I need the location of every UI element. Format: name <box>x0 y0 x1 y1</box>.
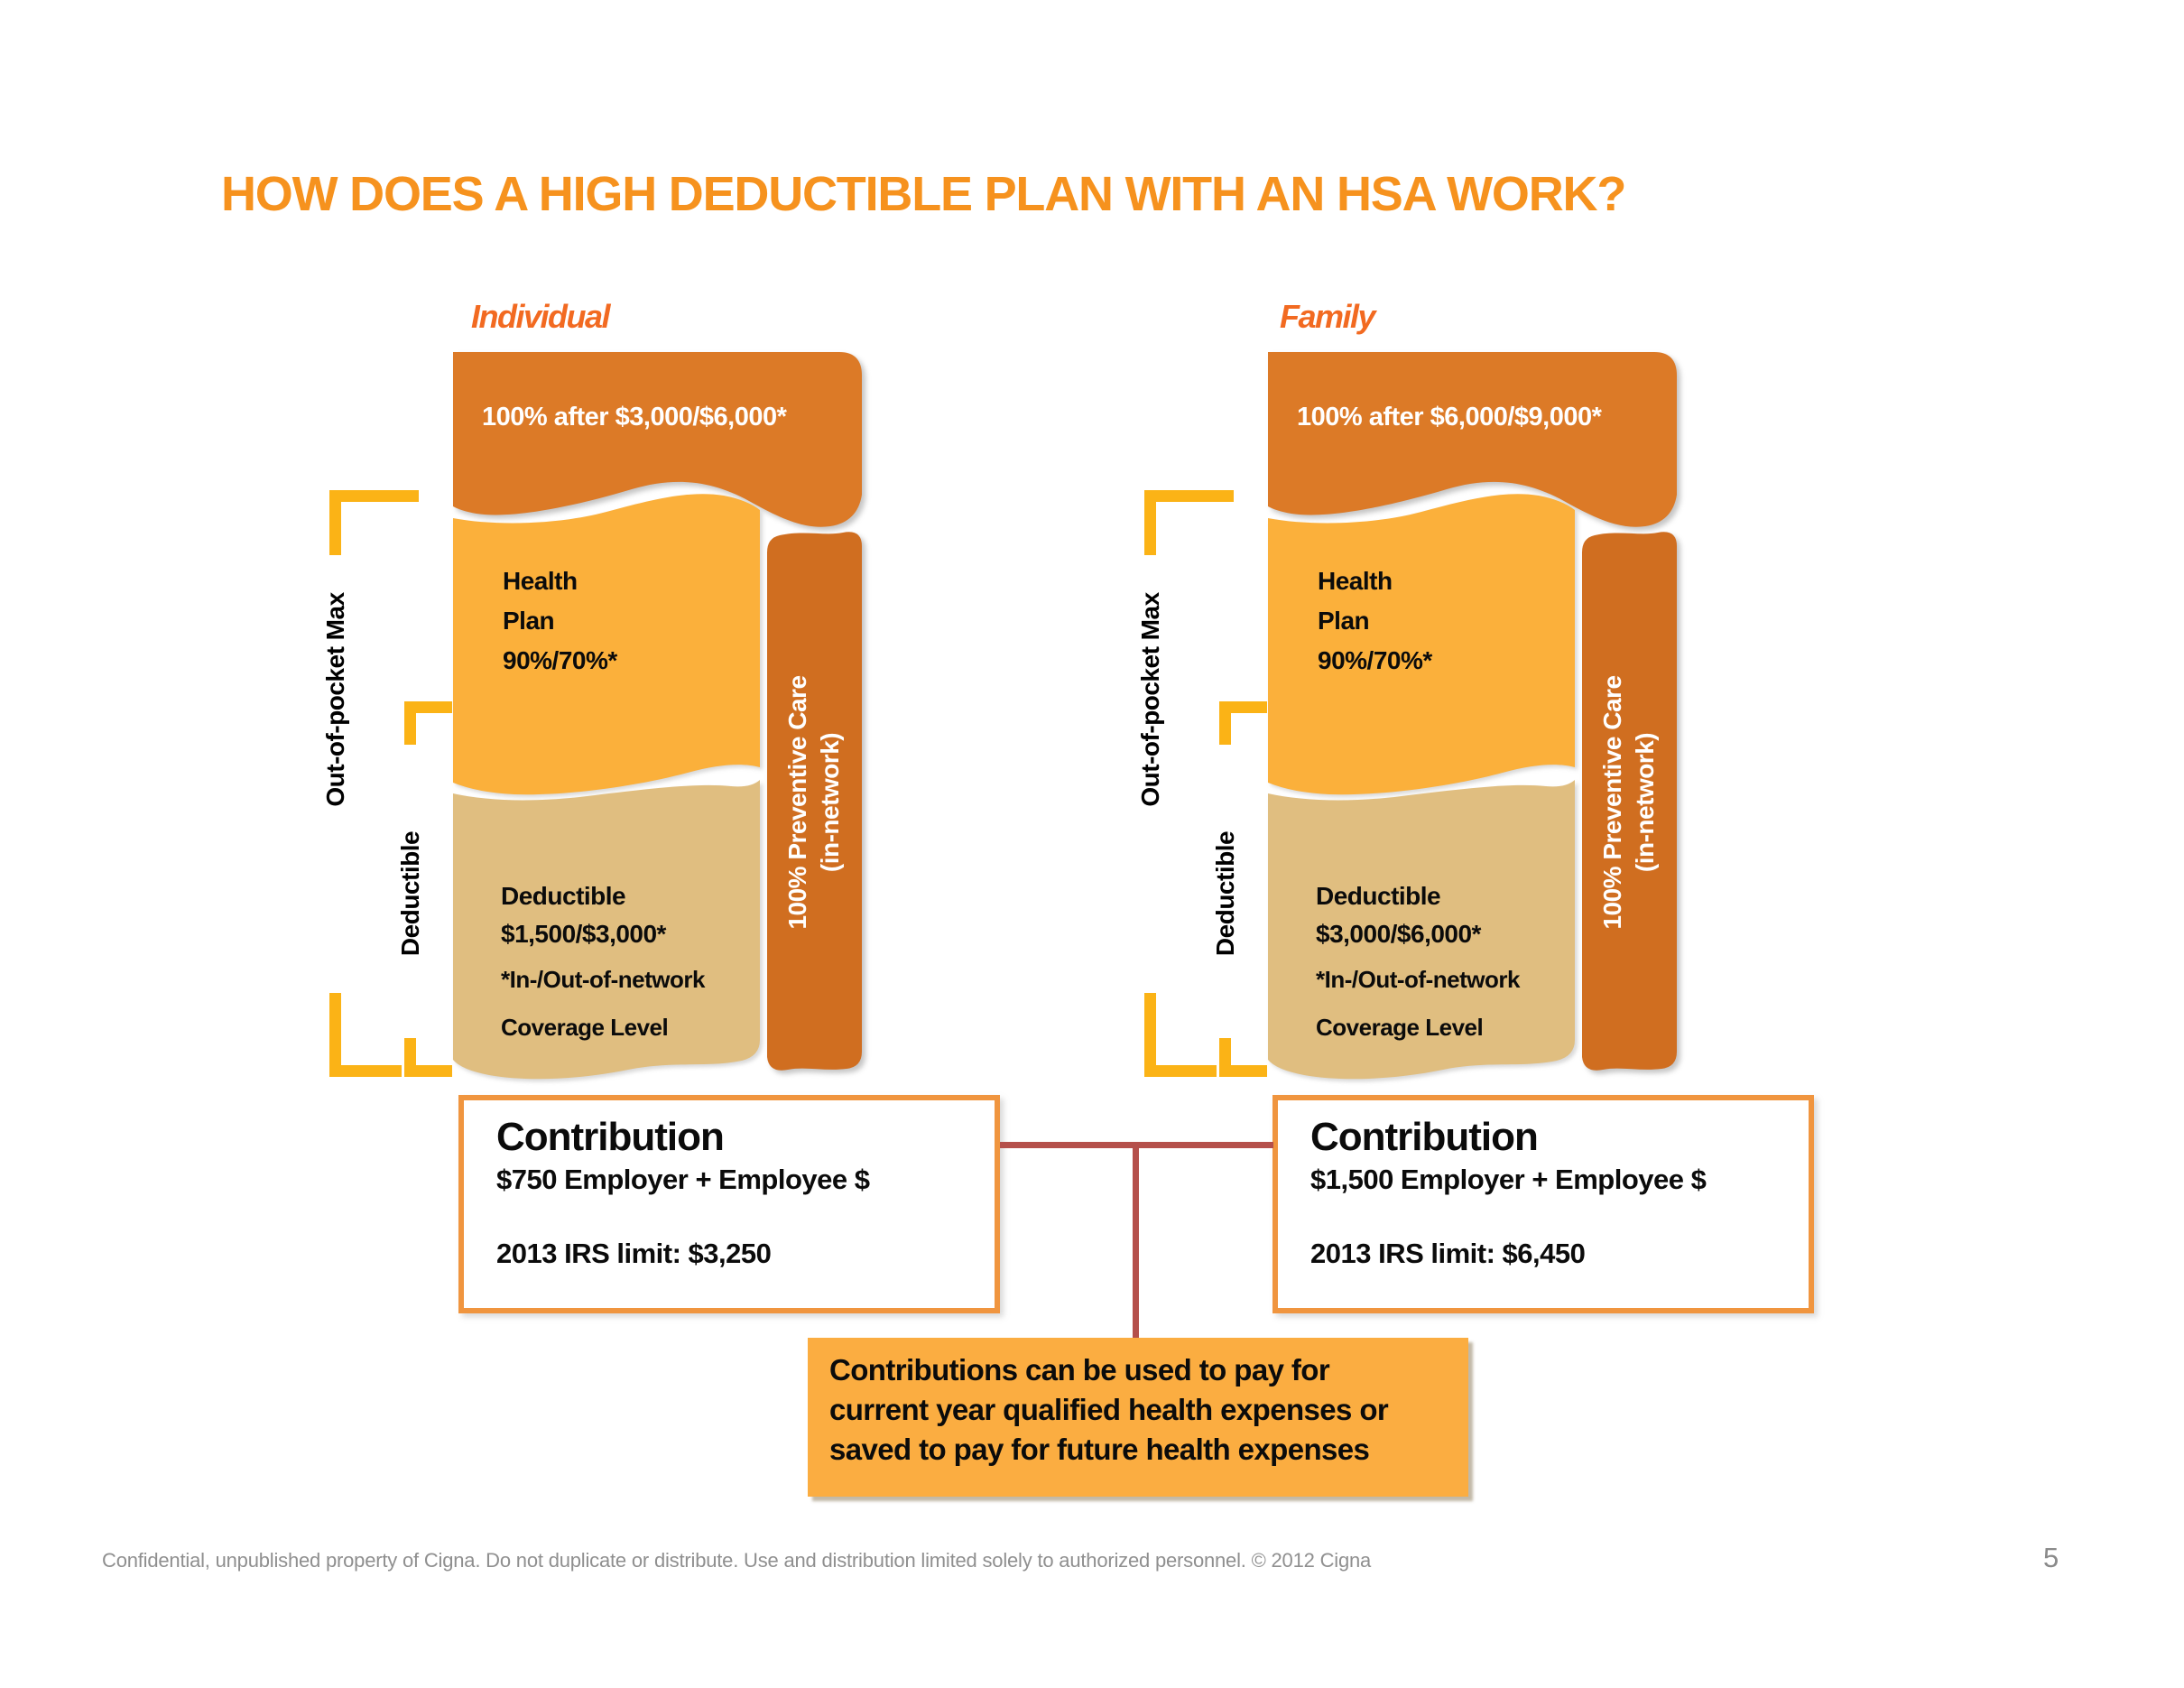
contribution-heading: Contribution <box>496 1115 724 1159</box>
deductible-text: Deductible $1,500/$3,000* *In-/Out-of-network Coverage Level <box>501 882 705 1041</box>
plan-label-individual: Individual <box>471 298 610 335</box>
bracket-inner-bottom-arm <box>404 1065 452 1077</box>
bracket-inner-top-stub <box>1219 701 1231 745</box>
top-band-text: 100% after $6,000/$9,000* <box>1297 403 1602 431</box>
contribution-irs-limit: 2013 IRS limit: $6,450 <box>1310 1238 1586 1269</box>
plan-label-family: Family <box>1280 298 1375 335</box>
bracket-outer-bottom-arm <box>1144 1065 1217 1077</box>
top-band-text: 100% after $3,000/$6,000* <box>482 403 787 431</box>
bracket-label-out-of-pocket-max: Out-of-pocket Max <box>1136 592 1164 807</box>
confidentiality-footer: Confidential, unpublished property of Cigna. Do not duplicate or distribute. Use and distribution limited solely to authorized personnel. © 2012 Cigna <box>102 1549 1372 1572</box>
contribution-amount: $1,500 Employer + Employee $ <box>1310 1164 1707 1195</box>
contributions-note-box: Contributions can be used to pay for current year qualified health expenses or saved to pay for future health expenses <box>808 1338 1468 1497</box>
bracket-label-deductible: Deductible <box>396 830 424 957</box>
contribution-heading: Contribution <box>1310 1115 1538 1159</box>
bracket-outer-top-arm <box>1144 490 1234 502</box>
bracket-label-deductible: Deductible <box>1211 830 1239 957</box>
bracket-outer-bottom-arm <box>329 1065 402 1077</box>
preventive-care-text: 100% Preventive Care (in-network) <box>1598 675 1659 930</box>
contribution-box-individual <box>458 1095 1000 1313</box>
health-plan-text: Health Plan 90%/70%* <box>1318 567 1432 674</box>
preventive-care-text: 100% Preventive Care (in-network) <box>783 675 844 930</box>
health-plan-text: Health Plan 90%/70%* <box>503 567 617 674</box>
page-number: 5 <box>2043 1542 2059 1573</box>
deductible-text: Deductible $3,000/$6,000* *In-/Out-of-network Coverage Level <box>1316 882 1520 1041</box>
page-title: HOW DOES A HIGH DEDUCTIBLE PLAN WITH AN HSA WORK? <box>221 167 1626 221</box>
bracket-label-out-of-pocket-max: Out-of-pocket Max <box>321 592 349 807</box>
bracket-outer-top-arm <box>329 490 419 502</box>
connector-vertical <box>1133 1142 1139 1339</box>
contribution-irs-limit: 2013 IRS limit: $3,250 <box>496 1238 772 1269</box>
bracket-inner-top-stub <box>404 701 416 745</box>
bracket-inner-bottom-arm <box>1219 1065 1267 1077</box>
contribution-box-family <box>1272 1095 1814 1313</box>
contribution-amount: $750 Employer + Employee $ <box>496 1164 870 1195</box>
